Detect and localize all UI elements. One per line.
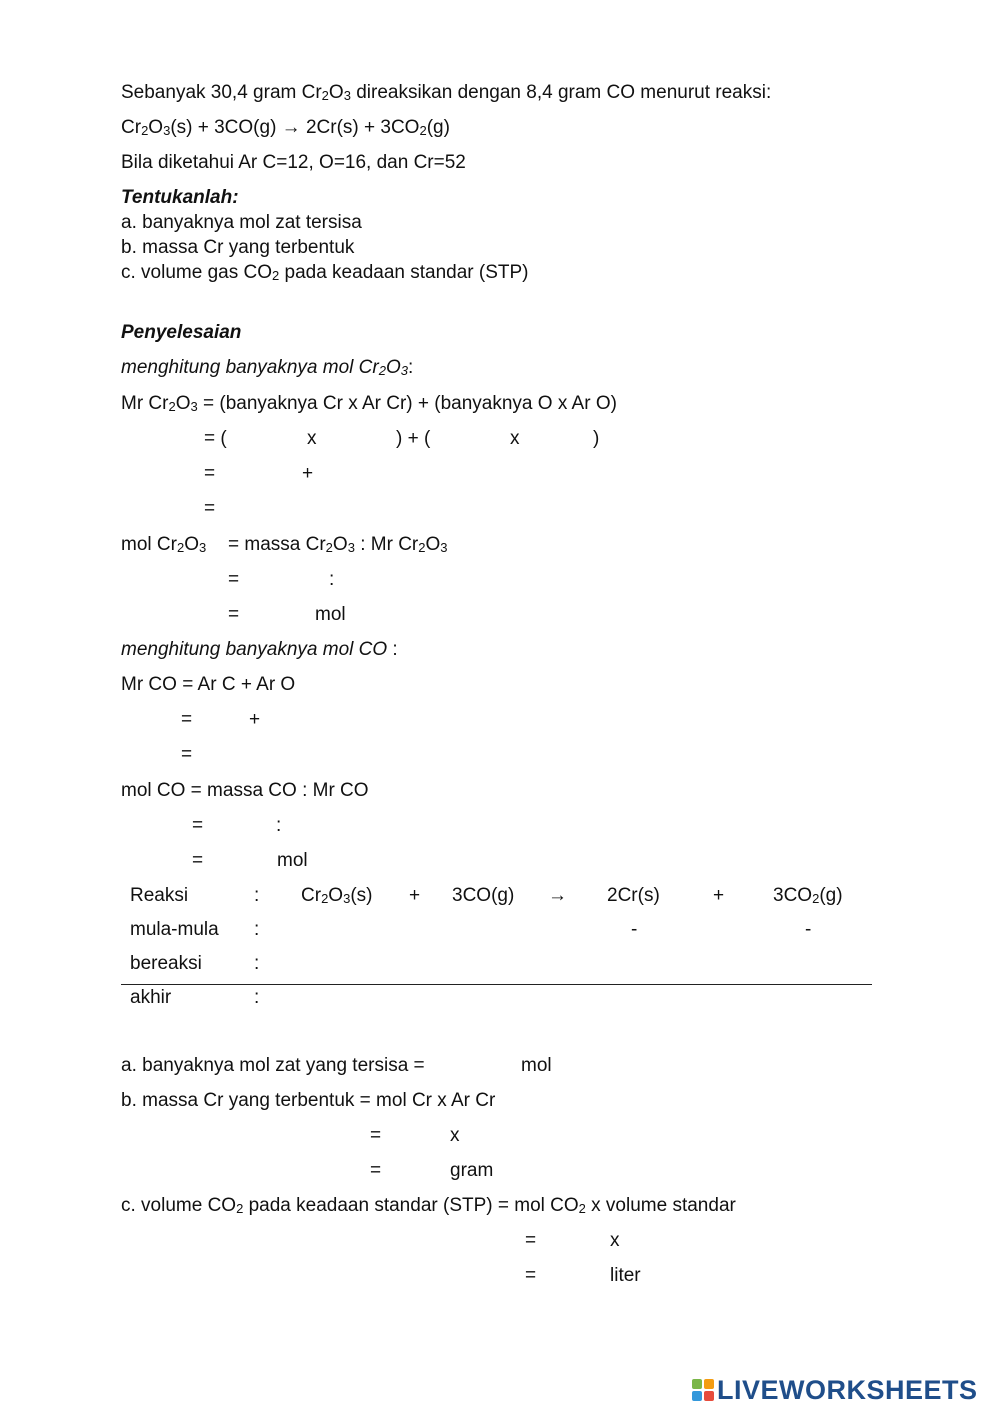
mol-cr2o3-step1-colon: : [329, 569, 335, 590]
mol-cr2o3-step2-eq: = [228, 604, 240, 625]
mr-step1-close: ) [593, 428, 600, 449]
reaction-equation: $Cr_2O_3(s) + 3CO(g) \to 2Cr(s) + 3CO_2(g)$ [121, 117, 450, 138]
mol-cr2o3-heading: menghitung banyaknya mol $Cr_2O_3$: [121, 357, 414, 378]
mr-co-step1-eq: = [181, 709, 193, 730]
liveworksheets-logo-text: LIVEWORKSHEETS [717, 1374, 978, 1405]
mol-co-step1-colon: : [276, 815, 282, 836]
answer-b-step1-eq: = [370, 1125, 382, 1146]
table-arrow: → [548, 885, 567, 906]
answer-a-label: a. banyaknya mol zat yang tersisa = [121, 1055, 425, 1076]
task-heading: Tentukanlah: [121, 187, 239, 208]
answer-c-unit: liter [610, 1265, 641, 1286]
mol-co-heading: menghitung banyaknya mol CO : [121, 639, 398, 660]
table-row-label-akhir: akhir [130, 987, 172, 1008]
mol-cr2o3-label: mol $Cr_2O_3$ [121, 534, 207, 555]
table-species-cr: 2Cr(s) [607, 885, 660, 906]
given-data: Bila diketahui Ar C=12, O=16, dan Cr=52 [121, 152, 466, 173]
task-b: b. massa Cr yang terbentuk [121, 237, 355, 258]
mr-co-step2-eq: = [181, 744, 193, 765]
mr-step1-mid: ) + ( [396, 428, 431, 449]
task-a: a. banyaknya mol zat tersisa [121, 212, 362, 233]
table-species-cr2o3: $Cr_2O_3(s)$ [301, 885, 373, 906]
mr-co-formula: Mr CO = Ar C + Ar O [121, 674, 296, 695]
table-species-co2: $3CO_2(g)$ [773, 885, 843, 906]
table-row-label-bereaksi: bereaksi [130, 953, 202, 974]
table-plus-1: + [409, 885, 421, 906]
answer-b-label: b. massa Cr yang terbentuk = mol Cr x Ar Cr [121, 1090, 496, 1111]
mr-step3-eq: = [204, 498, 216, 519]
mol-cr2o3-step1-eq: = [228, 569, 240, 590]
mol-co-step2-eq: = [192, 850, 204, 871]
answer-c-step2-eq: = [525, 1265, 537, 1286]
liveworksheets-logo [692, 1376, 978, 1404]
task-c: c. volume gas $CO_2$ pada keadaan standar (STP) [121, 262, 529, 283]
table-species-co: 3CO(g) [452, 885, 515, 906]
mr-step2-eq: = [204, 463, 216, 484]
mol-co-step2-unit: mol [277, 850, 308, 871]
table-colon: : [254, 919, 260, 940]
table-row-label-mula: mula-mula [130, 919, 219, 940]
mr-co-step1-plus: + [249, 709, 261, 730]
answer-c-step1-x: x [610, 1230, 620, 1251]
table-dash-cr: - [631, 919, 638, 940]
mr-cr2o3-formula: Mr $Cr_2O_3$ = (banyaknya Cr x Ar Cr) + (banyaknya O x Ar O) [121, 393, 617, 414]
mol-co-step1-eq: = [192, 815, 204, 836]
answer-b-step2-eq: = [370, 1160, 382, 1181]
mr-step2-plus: + [302, 463, 314, 484]
table-colon: : [254, 987, 260, 1008]
mr-step1-x2: x [510, 428, 520, 449]
liveworksheets-logo-icon [692, 1379, 714, 1401]
table-colon: : [254, 885, 260, 906]
table-dash-co2: - [805, 919, 812, 940]
answer-a-unit: mol [521, 1055, 552, 1076]
table-row-label-reaksi: Reaksi [130, 885, 189, 906]
intro-line: Sebanyak 30,4 gram $Cr_2O_3$ direaksikan dengan 8,4 gram CO menurut reaksi: [121, 82, 772, 103]
mol-cr2o3-formula: = massa $Cr_2O_3$ : Mr $Cr_2O_3$ [228, 534, 448, 555]
table-colon: : [254, 953, 260, 974]
solution-heading: Penyelesaian [121, 322, 242, 343]
table-divider [121, 984, 872, 985]
answer-b-step1-x: x [450, 1125, 460, 1146]
answer-c-label: c. volume $CO_2$ pada keadaan standar (STP) = mol $CO_2$ x volume standar [121, 1195, 736, 1216]
answer-c-step1-eq: = [525, 1230, 537, 1251]
answer-b-unit: gram [450, 1160, 494, 1181]
mol-co-formula: mol CO = massa CO : Mr CO [121, 780, 369, 801]
mol-cr2o3-step2-unit: mol [315, 604, 346, 625]
table-plus-2: + [713, 885, 725, 906]
mr-step1-open: = ( [204, 428, 227, 449]
mr-step1-x1: x [307, 428, 317, 449]
